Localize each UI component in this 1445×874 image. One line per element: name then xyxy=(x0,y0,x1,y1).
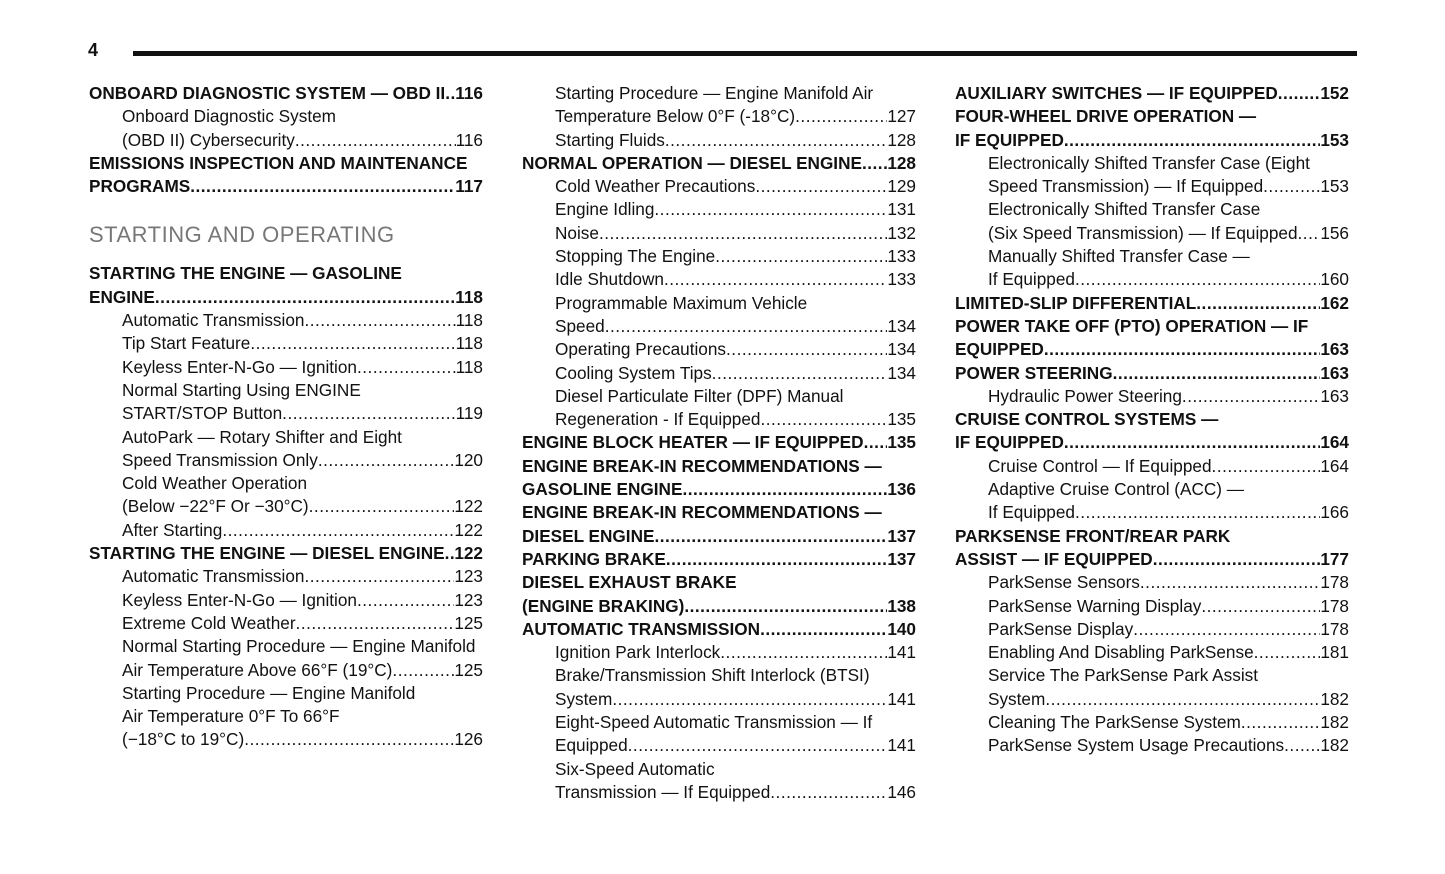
toc-subentry[interactable] xyxy=(522,175,916,198)
dot-leader xyxy=(296,612,455,635)
toc-subentry[interactable] xyxy=(522,198,916,221)
dot-leader xyxy=(795,105,887,128)
dot-leader xyxy=(1212,455,1321,478)
entry-page-number: 128 xyxy=(887,152,916,173)
entry-page-number: 118 xyxy=(455,333,483,354)
entry-page-number: 141 xyxy=(887,735,916,756)
entry-page-number: 117 xyxy=(455,176,483,197)
dot-leader xyxy=(295,129,456,152)
entry-page-number: 152 xyxy=(1320,83,1349,103)
entry-title: Automatic Transmission xyxy=(122,310,305,331)
dot-leader xyxy=(445,542,455,565)
dot-leader xyxy=(357,589,454,612)
dot-leader xyxy=(715,245,887,268)
entry-title: STARTING THE ENGINE — GASOLINE xyxy=(89,263,402,284)
toc-subentry[interactable] xyxy=(522,711,916,758)
entry-title: IF EQUIPPED xyxy=(955,432,1064,453)
entry-page-number: 132 xyxy=(887,222,916,243)
toc-chapter-entry[interactable] xyxy=(522,431,916,454)
entry-title: ENGINE BREAK-IN RECOMMENDATIONS — xyxy=(522,502,882,523)
entry-title: System xyxy=(988,688,1046,709)
entry-title: ENGINE BREAK-IN RECOMMENDATIONS — xyxy=(522,455,882,476)
entry-page-number: 118 xyxy=(455,310,483,331)
entry-title: Electronically Shifted Transfer Case (Eight xyxy=(988,152,1310,173)
entry-page-number: 126 xyxy=(454,729,483,750)
dot-leader xyxy=(244,728,454,751)
entry-title: (OBD II) Cybersecurity xyxy=(122,129,295,150)
dot-leader xyxy=(654,198,887,221)
entry-title: Cruise Control — If Equipped xyxy=(988,455,1212,476)
entry-title: DIESEL ENGINE xyxy=(522,525,655,546)
entry-title: Cold Weather Precautions xyxy=(555,176,756,197)
entry-page-number: 163 xyxy=(1320,339,1349,360)
entry-title: Manually Shifted Transfer Case — xyxy=(988,246,1250,267)
entry-title: ParkSense Sensors xyxy=(988,572,1140,593)
entry-page-number: 182 xyxy=(1320,688,1349,709)
toc-subentry[interactable] xyxy=(89,519,483,542)
entry-page-number: 119 xyxy=(455,403,483,424)
dot-leader xyxy=(1045,688,1320,711)
dot-leader xyxy=(1284,734,1320,757)
entry-title: Speed Transmission) — If Equipped xyxy=(988,176,1264,197)
toc-chapter-entry[interactable] xyxy=(955,292,1349,315)
entry-page-number: 141 xyxy=(887,688,916,709)
toc-chapter-entry[interactable] xyxy=(955,105,1349,152)
entry-page-number: 162 xyxy=(1320,292,1349,313)
toc-chapter-entry[interactable] xyxy=(522,455,916,502)
entry-page-number: 156 xyxy=(1320,222,1349,243)
header-rule xyxy=(133,51,1357,56)
dot-leader xyxy=(720,641,887,664)
toc-column-3 xyxy=(955,82,1349,758)
entry-page-number: 182 xyxy=(1320,735,1349,756)
dot-leader xyxy=(605,315,888,338)
dot-leader xyxy=(1140,571,1320,594)
toc-subentry[interactable] xyxy=(522,82,916,129)
entry-title: STARTING THE ENGINE — DIESEL ENGINE xyxy=(89,543,445,564)
toc-subentry[interactable] xyxy=(89,635,483,682)
toc-chapter-entry[interactable] xyxy=(522,152,916,175)
toc-subentry[interactable] xyxy=(522,758,916,805)
entry-page-number: 178 xyxy=(1320,595,1349,616)
toc-subentry[interactable] xyxy=(955,478,1349,525)
entry-title: DIESEL EXHAUST BRAKE xyxy=(522,572,737,593)
dot-leader xyxy=(1113,362,1321,385)
entry-page-number: 134 xyxy=(887,362,916,383)
dot-leader xyxy=(357,356,456,379)
entry-title: Starting Procedure — Engine Manifold Air xyxy=(555,83,874,103)
entry-page-number: 118 xyxy=(455,286,483,307)
toc-subentry[interactable] xyxy=(522,385,916,432)
entry-page-number: 123 xyxy=(454,566,483,587)
toc-chapter-entry[interactable] xyxy=(89,152,483,199)
toc-subentry[interactable] xyxy=(955,618,1349,641)
dot-leader xyxy=(665,129,887,152)
entry-title: Brake/Transmission Shift Interlock (BTSI) xyxy=(555,665,870,686)
dot-leader xyxy=(726,338,887,361)
entry-title: Cleaning The ParkSense System xyxy=(988,712,1241,733)
dot-leader xyxy=(1278,82,1321,105)
entry-title: Hydraulic Power Steering xyxy=(988,385,1182,406)
entry-title: START/STOP Button xyxy=(122,403,283,424)
toc-subentry[interactable] xyxy=(522,641,916,664)
toc-subentry[interactable] xyxy=(955,595,1349,618)
toc-subentry[interactable] xyxy=(955,385,1349,408)
toc-subentry[interactable] xyxy=(89,379,483,426)
entry-title: POWER TAKE OFF (PTO) OPERATION — IF xyxy=(955,315,1309,336)
entry-title: Equipped xyxy=(555,735,628,756)
entry-title: POWER STEERING xyxy=(955,362,1113,383)
dot-leader xyxy=(250,332,455,355)
entry-title: Starting Procedure — Engine Manifold xyxy=(122,682,416,703)
toc-chapter-entry[interactable] xyxy=(955,315,1349,362)
toc-chapter-entry[interactable] xyxy=(522,571,916,618)
entry-title: Cold Weather Operation xyxy=(122,473,308,494)
entry-page-number: 182 xyxy=(1320,712,1349,733)
dot-leader xyxy=(1201,595,1320,618)
toc-subentry[interactable] xyxy=(522,268,916,291)
toc-subentry[interactable] xyxy=(955,571,1349,594)
entry-page-number: 116 xyxy=(455,83,483,103)
entry-title: Air Temperature 0°F To 66°F xyxy=(122,706,340,727)
dot-leader xyxy=(1133,618,1320,641)
entry-page-number: 166 xyxy=(1320,502,1349,523)
entry-title: Automatic Transmission xyxy=(122,566,305,587)
toc-subentry[interactable] xyxy=(89,105,483,152)
dot-leader xyxy=(1182,385,1320,408)
entry-title: AUTOMATIC TRANSMISSION xyxy=(522,618,761,639)
dot-leader xyxy=(222,519,454,542)
entry-title: PROGRAMS xyxy=(89,176,191,197)
toc-chapter-entry[interactable] xyxy=(955,362,1349,385)
entry-page-number: 178 xyxy=(1320,618,1349,639)
toc-subentry[interactable] xyxy=(89,472,483,519)
entry-page-number: 134 xyxy=(887,315,916,336)
entry-title: Eight-Speed Automatic Transmission — If xyxy=(555,712,873,733)
entry-title: Enabling And Disabling ParkSense xyxy=(988,642,1254,663)
entry-title: Onboard Diagnostic System xyxy=(122,106,336,127)
toc-chapter-entry[interactable] xyxy=(955,82,1349,105)
dot-leader xyxy=(760,618,887,641)
toc-chapter-entry[interactable] xyxy=(522,618,916,641)
toc-chapter-entry[interactable] xyxy=(955,408,1349,455)
entry-page-number: 141 xyxy=(887,642,916,663)
dot-leader xyxy=(1064,431,1320,454)
dot-leader xyxy=(190,175,455,198)
toc-subentry[interactable] xyxy=(89,356,483,379)
dot-leader xyxy=(309,495,455,518)
entry-title: FOUR-WHEEL DRIVE OPERATION — xyxy=(955,106,1257,127)
toc-subentry[interactable] xyxy=(955,455,1349,478)
entry-page-number: 153 xyxy=(1320,129,1349,150)
entry-title: Temperature Below 0°F (-18°C) xyxy=(555,106,796,127)
dot-leader xyxy=(1263,175,1320,198)
dot-leader xyxy=(682,478,887,501)
dot-leader xyxy=(684,595,887,618)
entry-page-number: 135 xyxy=(887,432,916,453)
entry-title: NORMAL OPERATION — DIESEL ENGINE xyxy=(522,152,862,173)
entry-title: (ENGINE BRAKING) xyxy=(522,595,685,616)
toc-subentry[interactable] xyxy=(89,589,483,612)
toc-subentry[interactable] xyxy=(522,245,916,268)
entry-page-number: 116 xyxy=(455,129,483,150)
toc-subentry[interactable] xyxy=(89,332,483,355)
entry-title: Keyless Enter-N-Go — Ignition xyxy=(122,589,357,610)
toc-subentry[interactable] xyxy=(89,426,483,473)
entry-title: ASSIST — IF EQUIPPED xyxy=(955,548,1153,569)
entry-page-number: 131 xyxy=(887,199,916,220)
dot-leader xyxy=(392,659,454,682)
toc-subentry[interactable] xyxy=(522,222,916,245)
toc-subentry[interactable] xyxy=(522,338,916,361)
entry-title: ENGINE BLOCK HEATER — IF EQUIPPED xyxy=(522,432,864,453)
entry-page-number: 135 xyxy=(887,409,916,430)
dot-leader xyxy=(862,152,887,175)
dot-leader xyxy=(628,734,888,757)
entry-page-number: 163 xyxy=(1320,385,1349,406)
entry-page-number: 137 xyxy=(887,548,916,569)
entry-page-number: 128 xyxy=(887,129,916,150)
entry-title: Regeneration - If Equipped xyxy=(555,409,761,430)
entry-title: After Starting xyxy=(122,519,223,540)
entry-title: ParkSense System Usage Precautions xyxy=(988,735,1285,756)
toc-subentry[interactable] xyxy=(955,664,1349,711)
entry-title: GASOLINE ENGINE xyxy=(522,479,683,500)
entry-title: LIMITED-SLIP DIFFERENTIAL xyxy=(955,292,1197,313)
entry-page-number: 138 xyxy=(887,595,916,616)
entry-page-number: 129 xyxy=(887,176,916,197)
entry-title: System xyxy=(555,688,613,709)
toc-chapter-entry[interactable] xyxy=(89,262,483,309)
entry-title: ENGINE xyxy=(89,286,155,307)
entry-title: Six-Speed Automatic xyxy=(555,758,715,779)
entry-title: Adaptive Cruise Control (ACC) — xyxy=(988,479,1244,500)
entry-page-number: 125 xyxy=(454,659,483,680)
section-heading: STARTING AND OPERATING xyxy=(89,222,395,248)
dot-leader xyxy=(864,431,888,454)
entry-title: Stopping The Engine xyxy=(555,246,716,267)
dot-leader xyxy=(445,82,455,105)
toc-subentry[interactable] xyxy=(522,292,916,339)
dot-leader xyxy=(1064,129,1320,152)
entry-title: Starting Fluids xyxy=(555,129,665,150)
entry-title: If Equipped xyxy=(988,269,1075,290)
entry-page-number: 123 xyxy=(454,589,483,610)
dot-leader xyxy=(760,408,887,431)
entry-title: Normal Starting Using ENGINE xyxy=(122,379,361,400)
entry-title: If Equipped xyxy=(988,502,1075,523)
toc-subentry[interactable] xyxy=(89,612,483,635)
toc-chapter-entry[interactable] xyxy=(89,82,483,105)
toc-subentry[interactable] xyxy=(522,129,916,152)
entry-page-number: 137 xyxy=(887,525,916,546)
dot-leader xyxy=(304,565,454,588)
entry-title: Programmable Maximum Vehicle xyxy=(555,292,808,313)
entry-page-number: 146 xyxy=(887,781,916,802)
dot-leader xyxy=(599,222,887,245)
toc-chapter-entry[interactable] xyxy=(89,542,483,565)
entry-page-number: 122 xyxy=(454,543,483,564)
dot-leader xyxy=(155,286,455,309)
entry-title: Cooling System Tips xyxy=(555,362,712,383)
dot-leader xyxy=(304,309,455,332)
entry-title: Operating Precautions xyxy=(555,339,727,360)
toc-chapter-entry[interactable] xyxy=(522,548,916,571)
dot-leader xyxy=(1075,268,1320,291)
entry-title: CRUISE CONTROL SYSTEMS — xyxy=(955,409,1219,430)
toc-subentry[interactable] xyxy=(955,245,1349,292)
page-number: 4 xyxy=(88,40,99,60)
entry-page-number: 178 xyxy=(1320,572,1349,593)
entry-title: Speed xyxy=(555,315,605,336)
toc-subentry[interactable] xyxy=(955,641,1349,664)
entry-page-number: 133 xyxy=(887,269,916,290)
entry-page-number: 177 xyxy=(1320,548,1349,569)
dot-leader xyxy=(282,402,455,425)
toc-subentry[interactable] xyxy=(955,198,1349,245)
dot-leader xyxy=(666,548,887,571)
entry-title: Transmission — If Equipped xyxy=(555,781,771,802)
entry-title: PARKING BRAKE xyxy=(522,548,666,569)
toc-column-1 xyxy=(89,82,483,752)
dot-leader xyxy=(664,268,887,291)
entry-title: (Below −22°F Or −30°C) xyxy=(122,496,309,517)
dot-leader xyxy=(1075,501,1320,524)
dot-leader xyxy=(1044,338,1320,361)
toc-chapter-entry[interactable] xyxy=(955,525,1349,572)
toc-subentry[interactable] xyxy=(89,309,483,332)
entry-page-number: 122 xyxy=(454,519,483,540)
toc-subentry[interactable] xyxy=(522,362,916,385)
dot-leader xyxy=(654,525,887,548)
toc-subentry[interactable] xyxy=(89,682,483,752)
entry-page-number: 140 xyxy=(887,618,916,639)
entry-title: Diesel Particulate Filter (DPF) Manual xyxy=(555,385,844,406)
toc-subentry[interactable] xyxy=(89,565,483,588)
entry-title: (Six Speed Transmission) — If Equipped xyxy=(988,222,1298,243)
entry-page-number: 134 xyxy=(887,339,916,360)
entry-title: EMISSIONS INSPECTION AND MAINTENANCE xyxy=(89,152,468,173)
dot-leader xyxy=(712,362,888,385)
entry-title: Speed Transmission Only xyxy=(122,449,318,470)
toc-chapter-entry[interactable] xyxy=(522,501,916,548)
entry-title: ParkSense Warning Display xyxy=(988,595,1202,616)
entry-page-number: 160 xyxy=(1320,269,1349,290)
entry-title: Engine Idling xyxy=(555,199,655,220)
entry-page-number: 153 xyxy=(1320,176,1349,197)
entry-page-number: 127 xyxy=(887,106,916,127)
entry-title: PARKSENSE FRONT/REAR PARK xyxy=(955,525,1231,546)
entry-page-number: 125 xyxy=(454,612,483,633)
entry-page-number: 122 xyxy=(454,496,483,517)
entry-title: Normal Starting Procedure — Engine Manifold xyxy=(122,636,476,657)
entry-title: Ignition Park Interlock xyxy=(555,642,721,663)
entry-title: AUXILIARY SWITCHES — IF EQUIPPED xyxy=(955,83,1278,103)
entry-title: (−18°C to 19°C) xyxy=(122,729,245,750)
entry-title: Electronically Shifted Transfer Case xyxy=(988,199,1261,220)
entry-title: Tip Start Feature xyxy=(122,333,251,354)
entry-page-number: 164 xyxy=(1320,432,1349,453)
dot-leader xyxy=(318,449,454,472)
entry-title: IF EQUIPPED xyxy=(955,129,1064,150)
entry-page-number: 164 xyxy=(1320,455,1349,476)
entry-page-number: 136 xyxy=(887,479,916,500)
entry-title: Noise xyxy=(555,222,599,243)
dot-leader xyxy=(1196,292,1320,315)
entry-title: Service The ParkSense Park Assist xyxy=(988,665,1259,686)
entry-title: Extreme Cold Weather xyxy=(122,612,296,633)
entry-title: Keyless Enter-N-Go — Ignition xyxy=(122,356,357,377)
dot-leader xyxy=(755,175,887,198)
toc-subentry[interactable] xyxy=(955,711,1349,734)
toc-subentry[interactable] xyxy=(955,152,1349,199)
entry-title: Air Temperature Above 66°F (19°C) xyxy=(122,659,393,680)
toc-subentry[interactable] xyxy=(522,664,916,711)
dot-leader xyxy=(612,688,887,711)
entry-page-number: 181 xyxy=(1320,642,1349,663)
dot-leader xyxy=(1241,711,1320,734)
dot-leader xyxy=(1254,641,1321,664)
entry-title: AutoPark — Rotary Shifter and Eight xyxy=(122,426,402,447)
dot-leader xyxy=(770,781,887,804)
entry-page-number: 120 xyxy=(454,449,483,470)
entry-title: Idle Shutdown xyxy=(555,269,664,290)
entry-title: EQUIPPED xyxy=(955,339,1044,360)
toc-column-2 xyxy=(522,82,916,804)
entry-page-number: 118 xyxy=(455,356,483,377)
dot-leader xyxy=(1153,548,1321,571)
entry-page-number: 133 xyxy=(887,246,916,267)
toc-subentry[interactable] xyxy=(955,734,1349,757)
entry-title: ONBOARD DIAGNOSTIC SYSTEM — OBD II xyxy=(89,83,446,103)
dot-leader xyxy=(1298,222,1321,245)
entry-title: ParkSense Display xyxy=(988,618,1134,639)
entry-page-number: 163 xyxy=(1320,362,1349,383)
